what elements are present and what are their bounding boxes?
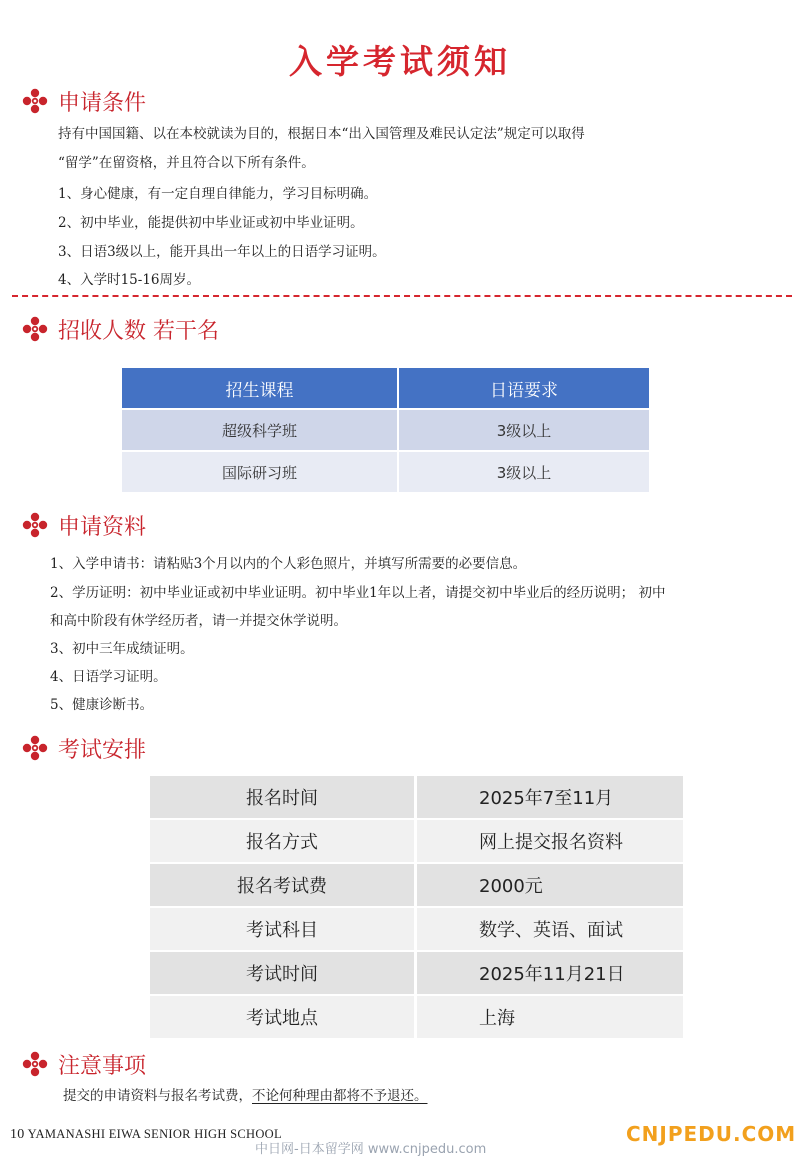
schedule-label: 报名时间 (150, 776, 414, 818)
section-heading-requirements (22, 84, 146, 118)
schedule-label: 考试地点 (150, 996, 414, 1038)
schedule-value: 2000元 (417, 864, 683, 906)
notice-text-plain: 提交的申请资料与报名考试费， (63, 1088, 252, 1104)
schedule-value: 2025年11月21日 (417, 952, 683, 994)
table-cell: 国际研习班 (122, 452, 397, 492)
page-footer (10, 1127, 282, 1143)
list-item: 5、健康诊断书。 (50, 697, 154, 713)
table-row (150, 908, 683, 950)
section-heading-enrollment (22, 312, 219, 346)
section-title: 申请条件 (58, 90, 147, 116)
flower-icon (22, 735, 48, 761)
list-item: 2、学历证明：初中毕业证或初中毕业证明。初中毕业1年以上者，请提交初中毕业后的经历说明； 初中 (50, 585, 666, 601)
intro-text: 持有中国国籍、以在本校就读为目的，根据日本“出入国管理及难民认定法”规定可以取得 (58, 126, 585, 142)
table-cell: 3级以上 (399, 452, 649, 492)
notice-text-underlined: 不论何种理由都将不予退还。 (252, 1088, 428, 1104)
section-title: 申请资料 (58, 514, 147, 540)
course-table (120, 366, 651, 494)
watermark-text: 中日网-日本留学网 www.cnjpedu.com (255, 1142, 487, 1157)
intro-text: “留学”在留资格，并且符合以下所有条件。 (58, 155, 315, 171)
flower-icon (22, 88, 48, 114)
table-cell: 3级以上 (399, 410, 649, 450)
table-cell: 超级科学班 (122, 410, 397, 450)
table-row (122, 410, 649, 450)
page-title: 入学考试须知 (289, 42, 511, 81)
flower-icon (22, 512, 48, 538)
table-row (150, 996, 683, 1038)
table-row (122, 452, 649, 492)
list-item: 4、入学时15-16周岁。 (58, 272, 201, 288)
schedule-label: 考试时间 (150, 952, 414, 994)
table-row (150, 952, 683, 994)
list-item: 和高中阶段有休学经历者，请一并提交休学说明。 (50, 613, 347, 629)
list-item: 1、入学申请书：请粘贴3个月以内的个人彩色照片，并填写所需要的必要信息。 (50, 556, 527, 572)
section-heading-notice (22, 1047, 146, 1081)
schedule-value: 数学、英语、面试 (417, 908, 683, 950)
table-row (150, 776, 683, 818)
section-heading-exam (22, 731, 146, 765)
schedule-value: 网上提交报名资料 (417, 820, 683, 862)
table-header-cell: 日语要求 (399, 368, 649, 408)
schedule-value: 2025年7至11月 (417, 776, 683, 818)
brand-logo-text: CNJPEDU.COM (626, 1122, 797, 1146)
section-title: 考试安排 (58, 737, 147, 763)
schedule-label: 报名方式 (150, 820, 414, 862)
section-heading-documents (22, 508, 146, 542)
flower-icon (22, 1051, 48, 1077)
exam-schedule-table (150, 776, 683, 1040)
section-divider (12, 295, 792, 297)
notice-text (63, 1086, 428, 1106)
list-item: 1、身心健康，有一定自理自律能力，学习目标明确。 (58, 186, 378, 202)
schedule-value: 上海 (417, 996, 683, 1038)
schedule-label: 报名考试费 (150, 864, 414, 906)
section-title: 招收人数 若干名 (58, 318, 219, 344)
flower-icon (22, 316, 48, 342)
table-row (150, 864, 683, 906)
schedule-label: 考试科目 (150, 908, 414, 950)
list-item: 3、初中三年成绩证明。 (50, 641, 194, 657)
section-title: 注意事项 (58, 1053, 147, 1079)
table-header-cell: 招生课程 (122, 368, 397, 408)
page-number: 10 (10, 1127, 25, 1142)
school-name: YAMANASHI EIWA SENIOR HIGH SCHOOL (27, 1127, 282, 1141)
table-row (150, 820, 683, 862)
list-item: 4、日语学习证明。 (50, 669, 167, 685)
list-item: 3、日语3级以上，能开具出一年以上的日语学习证明。 (58, 244, 386, 260)
list-item: 2、初中毕业，能提供初中毕业证或初中毕业证明。 (58, 215, 364, 231)
table-header-row (122, 368, 649, 408)
